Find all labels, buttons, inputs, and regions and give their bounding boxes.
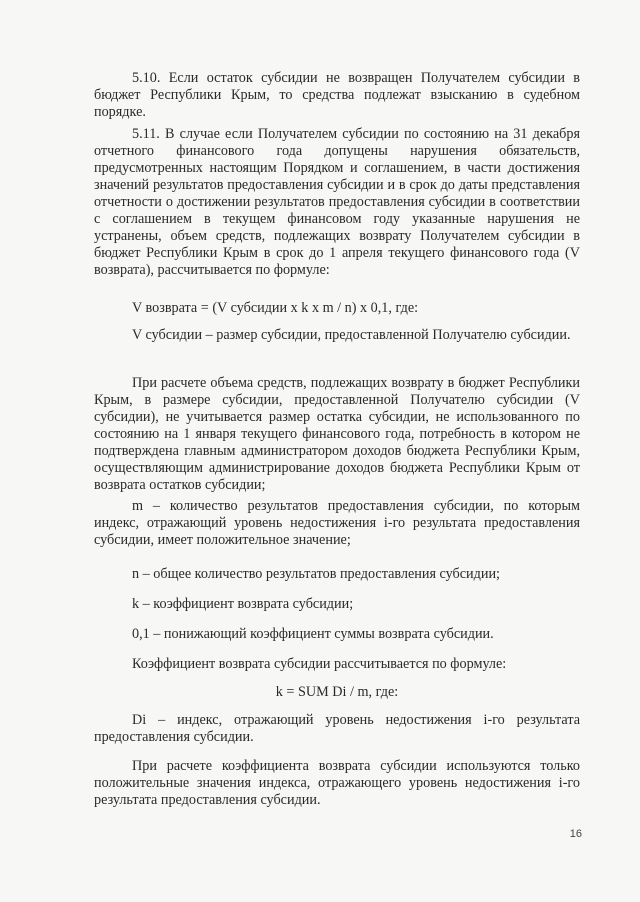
paragraph-calculation-note: При расчете объема средств, подлежащих возврату в бюджет Республики Крым, в размере субсидии, предоставленной Получателю субсидии (V субсидии), не учитывается размер остатка субсидии, не использованного по состоянию на 1 января текущего финансового года, потребность в котором не подтверждена главным администратором доходов бюджета Республики Крым, осуществляющим администрирование доходов бюджета Республики Крым от возврата остатков субсидии;	[94, 375, 580, 493]
formula-k: k = SUM Di / m, где:	[275, 684, 399, 700]
definition-reduction-coef: 0,1 – понижающий коэффициент суммы возврата субсидии.	[132, 626, 494, 642]
definition-di: Di – индекс, отражающий уровень недостижения i-го результата предоставления субсидии.	[94, 712, 580, 745]
formula-v-return: V возврата = (V субсидии х k х m / n) х 0,1, где:	[132, 300, 419, 316]
paragraph-5-11: 5.11. В случае если Получателем субсидии по состоянию на 31 декабря отчетного финансового года допущены нарушения обязательств, предусмотренных настоящим Порядком и соглашением, в части достижения значений результатов предоставления субсидии и в срок до даты представления отчетности о достижении результатов предоставления субсидии в соответствии с соглашением в текущем финансовом году указанные нарушения не устранены, объем средств, подлежащих возврату Получателем субсидии в бюджет Республики Крым в срок до 1 апреля текущего финансового года (V возврата), рассчитывается по формуле:	[94, 126, 580, 278]
paragraph-coef-formula-intro: Коэффициент возврата субсидии рассчитывается по формуле:	[132, 656, 507, 672]
definition-v-subsidy: V субсидии – размер субсидии, предоставленной Получателю субсидии.	[132, 327, 571, 343]
definition-n: n – общее количество результатов предоставления субсидии;	[132, 566, 500, 582]
paragraph-positive-values: При расчете коэффициента возврата субсидии используются только положительные значения индекса, отражающего уровень недостижения i-го результата предоставления субсидии.	[94, 758, 580, 808]
definition-k: k – коэффициент возврата субсидии;	[132, 596, 354, 612]
definition-m: m – количество результатов предоставления субсидии, по которым индекс, отражающий уровень недостижения i-го результата предоставления субсидии, имеет положительное значение;	[94, 498, 580, 548]
paragraph-5-10: 5.10. Если остаток субсидии не возвращен Получателем субсидии в бюджет Республики Крым, то средства подлежат взысканию в судебном порядке.	[94, 70, 580, 120]
page-number: 16	[569, 828, 582, 840]
